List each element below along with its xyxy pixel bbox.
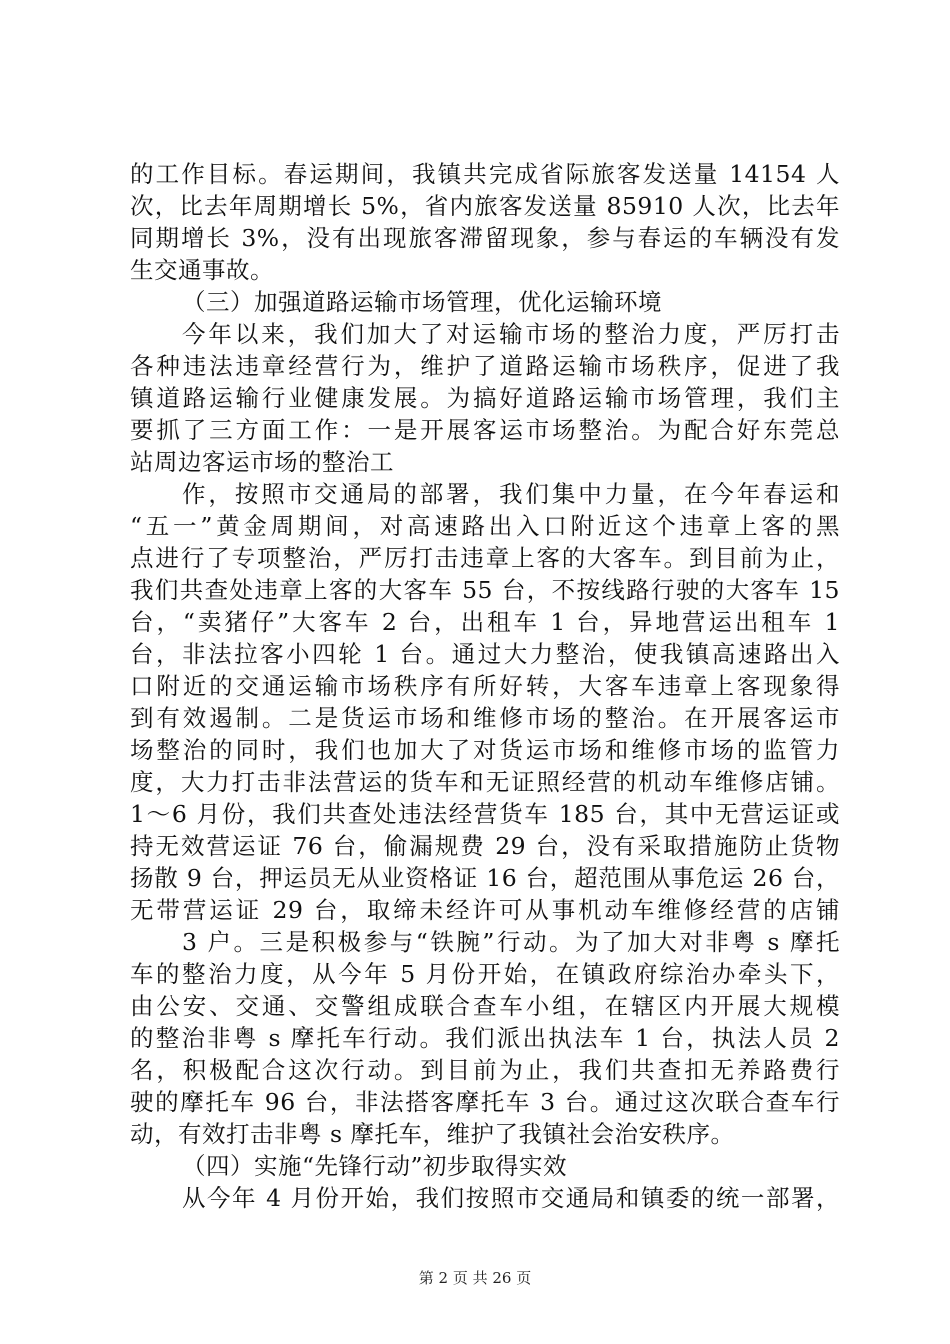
text-line: 1～6 月份，我们共查处违法经营货车 185 台，其中无营运证或 bbox=[130, 800, 840, 828]
text-line: 同期增长 3%，没有出现旅客滞留现象，参与春运的车辆没有发 bbox=[130, 224, 840, 252]
text-line: 由公安、交通、交警组成联合查车小组，在辖区内开展大规模 bbox=[130, 992, 840, 1020]
text-line: 台，“卖猪仔”大客车 2 台，出租车 1 台，异地营运出租车 1 bbox=[130, 608, 840, 636]
text-line: （四）实施“先锋行动”初步取得实效 bbox=[182, 1152, 568, 1180]
text-line: （三）加强道路运输市场管理，优化运输环境 bbox=[182, 288, 662, 316]
text-line: 我们共查处违章上客的大客车 55 台，不按线路行驶的大客车 15 bbox=[130, 576, 840, 604]
text-line: 持无效营运证 76 台，偷漏规费 29 台，没有采取措施防止货物 bbox=[130, 832, 840, 860]
text-line: 站周边客运市场的整治工 bbox=[130, 448, 394, 476]
text-line: 驶的摩托车 96 台，非法搭客摩托车 3 台。通过这次联合查车行 bbox=[130, 1088, 840, 1116]
text-line: 扬散 9 台，押运员无从业资格证 16 台，超范围从事危运 26 台， bbox=[130, 864, 840, 892]
text-line: 从今年 4 月份开始，我们按照市交通局和镇委的统一部署， bbox=[182, 1184, 840, 1212]
text-line: 镇道路运输行业健康发展。为搞好道路运输市场管理，我们主 bbox=[130, 384, 840, 412]
text-line: 车的整治力度，从今年 5 月份开始，在镇政府综治办牵头下， bbox=[130, 960, 840, 988]
text-line: 3 户。三是积极参与“铁腕”行动。为了加大对非粤 s 摩托 bbox=[182, 928, 840, 956]
page-footer: 第 2 页 共 26 页 bbox=[418, 1269, 532, 1287]
text-line: 度，大力打击非法营运的货车和无证照经营的机动车维修店铺。 bbox=[130, 768, 840, 796]
text-line: 动，有效打击非粤 s 摩托车，维护了我镇社会治安秩序。 bbox=[130, 1120, 735, 1148]
text-line: 作，按照市交通局的部署，我们集中力量，在今年春运和 bbox=[182, 480, 840, 508]
text-line: 的工作目标。春运期间，我镇共完成省际旅客发送量 14154 人 bbox=[130, 160, 840, 188]
text-line: 的整治非粤 s 摩托车行动。我们派出执法车 1 台，执法人员 2 bbox=[130, 1024, 840, 1052]
text-line: 次，比去年周期增长 5%，省内旅客发送量 85910 人次，比去年 bbox=[130, 192, 840, 220]
text-line: 要抓了三方面工作：一是开展客运市场整治。为配合好东莞总 bbox=[130, 416, 840, 444]
text-line: 点进行了专项整治，严厉打击违章上客的大客车。到目前为止， bbox=[130, 544, 840, 572]
text-line: 生交通事故。 bbox=[130, 256, 274, 284]
text-line: 名，积极配合这次行动。到目前为止，我们共查扣无养路费行 bbox=[130, 1056, 840, 1084]
text-line: 到有效遏制。二是货运市场和维修市场的整治。在开展客运市 bbox=[130, 704, 840, 732]
text-line: 各种违法违章经营行为，维护了道路运输市场秩序，促进了我 bbox=[130, 352, 840, 380]
text-line: “五一”黄金周期间，对高速路出入口附近这个违章上客的黑 bbox=[130, 512, 840, 540]
text-line: 今年以来，我们加大了对运输市场的整治力度，严厉打击 bbox=[182, 320, 840, 348]
text-line: 无带营运证 29 台，取缔未经许可从事机动车维修经营的店铺 bbox=[130, 896, 840, 924]
text-line: 台，非法拉客小四轮 1 台。通过大力整治，使我镇高速路出入 bbox=[130, 640, 840, 668]
text-line: 场整治的同时，我们也加大了对货运市场和维修市场的监管力 bbox=[130, 736, 840, 764]
text-line: 口附近的交通运输市场秩序有所好转，大客车违章上客现象得 bbox=[130, 672, 840, 700]
